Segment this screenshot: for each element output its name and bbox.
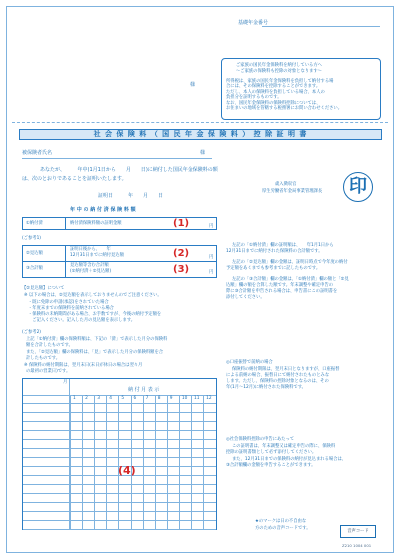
notice-line: ただし、本人の保険料を負担している場合、本人の <box>226 90 325 95</box>
estimate-rows <box>22 245 217 278</box>
total-label: ③合計額 <box>26 266 43 271</box>
notice-line: ご家族の国民年金保険料を納付している方へ <box>236 63 322 68</box>
voice-code-note-2: 方のための音声コードです。 <box>255 526 311 531</box>
notice-line: なお、国民年金保険料の保険料控除については、 <box>226 101 321 106</box>
statement-line-1: あなたが、 年中(1月1日から 月 日)に納付した国民年金保険料の額 <box>40 167 218 173</box>
notice-line: 所得税は、家族の国民年金保険料を負担して納付する場 <box>226 79 334 84</box>
table-marker: (4) <box>118 464 136 477</box>
header-sama: 様 <box>190 82 196 88</box>
month-header-cell: 10 <box>181 396 188 401</box>
table-row <box>23 484 216 485</box>
month-header-cell: 7 <box>145 396 149 401</box>
note-line: 際に③合計額を申告される場合は、申告書にこの証明書を <box>226 289 338 294</box>
paid-label: ①納付済 <box>26 221 43 226</box>
note-line: 予定額をあくまでも参考までに記したものです。 <box>226 266 321 271</box>
yen-unit: 円 <box>209 270 214 275</box>
note-line: ◎口座振替で前納の場合 <box>226 360 273 365</box>
note-line: 額を合計したものです。 <box>26 343 73 348</box>
note-line: 控除の証明書類として必ず添付してください。 <box>226 450 317 455</box>
table-month-header: 月 <box>63 380 68 385</box>
table-row <box>23 439 216 440</box>
yen-unit: 円 <box>209 255 214 260</box>
note-line: (ご参考2) <box>22 330 41 335</box>
table-row <box>23 511 216 512</box>
note-line: 12月31日までに納付された保険料の合計額です。 <box>226 249 323 254</box>
note-line: 上記「①納付済」欄の保険料額は、下記の「済」で表示した月分の保険料 <box>26 337 168 342</box>
note-line: します。ただし、保険料の控除対象となるのは、その <box>226 379 329 384</box>
note-line: また、「②見込額」欄の保険料は、「見」で表示した月分の保険料額を合 <box>26 350 164 355</box>
voice-code-note-1: ★のマークは日の不自由な <box>255 519 307 524</box>
certificate-title: 社 会 保 険 料 （ 国 民 年 金 保 険 料 ） 控 除 証 明 書 <box>19 129 382 140</box>
notice-line: 負担分を証明するものです。 <box>226 95 282 100</box>
table-row <box>23 448 216 449</box>
yen-unit: 円 <box>209 224 214 229</box>
note-line: による前納の場合、振替日にて納付されたものとみな <box>226 373 330 378</box>
table-row <box>23 457 216 458</box>
table-row <box>23 493 216 494</box>
note-line: ・年度末までの保険料を前納されている場合 <box>28 306 114 311</box>
month-header-cell: 8 <box>157 396 161 401</box>
note-line: 左記の「③合計額」欄の金額は、「①納付済」欄の額と「②見 <box>232 277 349 282</box>
family-notice-box <box>221 58 381 120</box>
table-row <box>23 529 216 530</box>
monthly-payment-table <box>22 378 217 530</box>
note-line: また、12月31日までの保険料の納付が見込まれる場合は、 <box>232 457 347 462</box>
issuer-title: 歳入徴収官 <box>275 182 297 187</box>
month-header-cell: 12 <box>206 396 212 401</box>
note-line: 年(1月～12月)に納付された保険料です。 <box>226 385 306 390</box>
total-text-1: 見込額等含む合計額 <box>70 263 109 268</box>
notice-line: お住まいの地域を管轄する税務署にお問い合わせください。 <box>226 106 343 111</box>
note-line: ・既に免除の申請(承認)をされていた場合 <box>28 300 109 305</box>
note-line: 左記の「②見込額」欄の金額は、証明日時点で今年度の納付 <box>232 260 348 265</box>
reference-1-label: (ご参考1) <box>22 236 41 241</box>
note-line: 添付してください。 <box>226 295 265 300</box>
note-line: ・保険料の未納期間がある場合、お手数ですが、今後の納付予定額を <box>28 312 162 317</box>
insured-name-line <box>22 158 212 159</box>
note-line: ※ 保険料の納付期限は、翌月末日(末日が休日の場合は翌々月 <box>24 363 143 368</box>
statement-line-2: は、次のとおりであることを証明いたします。 <box>22 176 127 182</box>
insured-name-label: 被保険者氏名 <box>22 150 53 156</box>
note-line: ◎社会保険料控除の申告にあたって <box>226 437 295 442</box>
total-text-2: (①納付済＋②見込額) <box>70 269 112 274</box>
month-header-cell: 5 <box>121 396 125 401</box>
document-code: Z210 1004 001 <box>342 543 372 548</box>
paid-marker: (1) <box>173 218 190 229</box>
month-header-cell: 1 <box>73 396 76 401</box>
month-header-cell: 2 <box>85 396 88 401</box>
voice-code-box: 音声コード <box>340 525 376 538</box>
paid-amount-row <box>22 217 217 230</box>
paid-text: 納付済保険料額の証明金額 <box>70 221 122 226</box>
issuer-name: 厚生労働省年金局事業管理課長 <box>262 189 323 194</box>
note-line: の最初の営業日)です。 <box>26 369 71 374</box>
estimate-text-2: 12月31日までに納付見込額 <box>70 253 124 258</box>
notice-line: ～ご家族の保険料も控除の対象となります～ <box>236 69 322 74</box>
note-line: ※ 以下の場合は、②見込額を表示しておりませんのでご注意ください。 <box>24 293 162 298</box>
month-header-cell: 9 <box>169 396 173 401</box>
note-line: 【②見込額】について <box>22 286 65 291</box>
estimate-label: ②見込額 <box>26 251 43 256</box>
note-line: 計したものです。 <box>26 356 61 361</box>
certificate-date: 証明日 年 月 日 <box>98 193 164 199</box>
table-row <box>23 421 216 422</box>
note-line: 保険料の納付期限は、翌月末日となりますが、口座振替 <box>232 367 340 372</box>
month-header-cell: 6 <box>133 396 137 401</box>
table-row <box>23 502 216 503</box>
pension-number-line <box>262 26 380 27</box>
table-row <box>23 412 216 413</box>
note-line: ご記入ください。記入した月の見込額を表示します。 <box>28 318 136 323</box>
amount-heading: 年 中 の 納 付 済 保 険 料 額 <box>70 207 136 213</box>
note-line: 込額」欄の額を合算した額です。年末調整や確定申告の <box>226 283 334 288</box>
cut-line <box>12 122 388 123</box>
total-marker: (3) <box>173 264 190 275</box>
note-line: この証明書は、年末調整又は確定申告の際に、保険料 <box>232 444 336 449</box>
table-row <box>23 430 216 431</box>
note-line: ③合計額欄の金額を申告することができます。 <box>226 463 316 468</box>
pension-number-label: 基礎年金番号 <box>238 20 269 26</box>
estimate-marker: (2) <box>173 248 190 259</box>
table-paid-header: 納 付 月 表 示 <box>128 387 160 393</box>
notice-line: 合には、その保険料を控除することができます。 <box>226 84 321 89</box>
table-row <box>23 520 216 521</box>
month-header-cell: 3 <box>97 396 100 401</box>
month-header-cell: 4 <box>109 396 113 401</box>
official-seal: 印 <box>343 172 373 202</box>
estimate-text-1: 証明日後から、 年 <box>70 247 111 252</box>
note-line: 左記の「①納付済」欄の証明額は、 年1月1日から <box>232 243 334 248</box>
month-header-cell: 11 <box>194 396 200 401</box>
insured-sama: 様 <box>200 150 206 156</box>
